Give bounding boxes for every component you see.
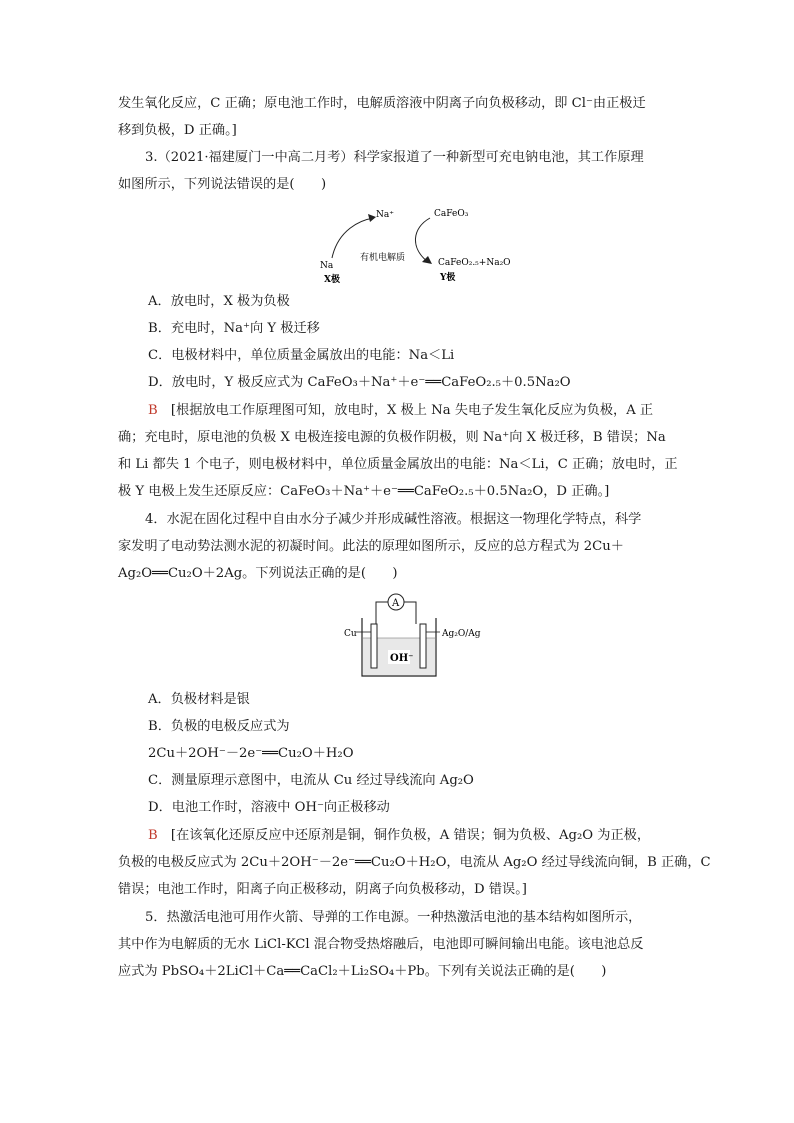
prev-explanation-line-2: 移到负极，D 正确。]: [118, 123, 237, 138]
q3-option-c: C．电极材料中，单位质量金属放出的电能：Na＜Li: [148, 348, 455, 363]
q3-figure-na: Na: [320, 261, 334, 271]
q4-figure-ammeter: A: [392, 598, 400, 609]
q3-explanation-line-3: 和 Li 都失 1 个电子，则电极材料中，单位质量金属放出的电能：Na＜Li，C 正确；放电时，正: [118, 457, 678, 472]
q4-answer-letter: B: [148, 828, 158, 843]
q3-figure-electrolyte: 有机电解质: [360, 253, 406, 263]
q3-explanation-line-2: 确；充电时，原电池的负极 X 电极连接电源的负极作阴极，则 Na⁺向 X 极迁移，B 错误；Na: [118, 430, 666, 445]
q4-option-c: C．测量原理示意图中，电流从 Cu 经过导线流向 Ag₂O: [148, 773, 474, 788]
q4-stem-line-3: Ag₂O══Cu₂O＋2Ag。下列说法正确的是( ): [118, 566, 398, 581]
q3-figure-sodium-battery: [310, 200, 520, 290]
q4-figure-oh-label: OH⁻: [390, 653, 414, 664]
q4-option-b: B．负极的电极反应式为: [148, 719, 290, 734]
q3-option-a: A．放电时，X 极为负极: [148, 294, 290, 309]
q4-answer-line: [148, 826, 650, 846]
q4-explanation-line-3: 错误；电池工作时，阳离子向正极移动，阴离子向负极移动，D 错误。]: [118, 882, 527, 897]
q4-option-d: D．电池工作时，溶液中 OH⁻向正极移动: [148, 800, 390, 815]
q3-explanation-line-1: [根据放电工作原理图可知，放电时，X 极上 Na 失电子发生氧化反应为负极，A 正: [170, 403, 654, 418]
q4-stem-line-1: 4．水泥在固化过程中自由水分子减少并形成碱性溶液。根据这一物理化学特点，科学: [145, 512, 642, 527]
q4-explanation-line-2: 负极的电极反应式为 2Cu＋2OH⁻－2e⁻══Cu₂O＋H₂O，电流从 Ag₂O 经过导线流向铜，B 正确，C: [118, 855, 711, 870]
q5-stem-line-1: 5．热激活电池可用作火箭、导弹的工作电源。一种热激活电池的基本结构如图所示，: [145, 910, 642, 925]
q4-option-b-equation: 2Cu＋2OH⁻－2e⁻══Cu₂O＋H₂O: [148, 746, 354, 761]
q3-stem-line-2: 如图所示，下列说法错误的是( ): [118, 177, 327, 192]
q4-figure-cu-label: Cu: [344, 629, 357, 639]
q4-figure-ag-label: Ag₂O/Ag: [442, 629, 481, 639]
q3-figure-cafeo3: CaFeO₃: [434, 209, 469, 219]
q3-option-b: B．充电时，Na⁺向 Y 极迁移: [148, 321, 320, 336]
q4-figure-cement-cell: [340, 590, 490, 682]
q4-option-a: A．负极材料是银: [148, 692, 250, 707]
q3-answer-letter: B: [148, 403, 158, 418]
q3-stem-line-1: 3.（2021·福建厦门一中高二月考）科学家报道了一种新型可充电钠电池，其工作原理: [145, 150, 644, 165]
q5-stem-line-2: 其中作为电解质的无水 LiCl-KCl 混合物受热熔融后，电池即可瞬间输出电能。该电池总反: [118, 937, 644, 952]
prev-explanation-line-1: 发生氧化反应，C 正确；原电池工作时，电解质溶液中阴离子向负极移动，即 Cl⁻由正极迁: [118, 96, 646, 111]
q4-stem-line-2: 家发明了电动势法测水泥的初凝时间。此法的原理如图所示，反应的总方程式为 2Cu＋: [118, 539, 624, 554]
q3-figure-x-label: X极: [324, 275, 340, 285]
q5-stem-line-3: 应式为 PbSO₄＋2LiCl＋Ca══CaCl₂＋Li₂SO₄＋Pb。下列有关说法正确的是( ): [118, 964, 607, 979]
q3-figure-na-plus: Na⁺: [376, 210, 394, 220]
q3-figure-product: CaFeO₂.₅+Na₂O: [438, 258, 511, 268]
q3-figure-y-label: Y极: [440, 273, 456, 283]
q3-explanation-line-4: 极 Y 电极上发生还原反应：CaFeO₃＋Na⁺＋e⁻══CaFeO₂.₅＋0.5Na₂O，D 正确。]: [118, 484, 610, 499]
q3-answer-line: [148, 401, 653, 421]
q3-option-d: D．放电时，Y 极反应式为 CaFeO₃＋Na⁺＋e⁻══CaFeO₂.₅＋0.5Na₂O: [148, 375, 571, 390]
q4-explanation-line-1: [在该氧化还原反应中还原剂是铜，铜作负极，A 错误；铜为负极、Ag₂O 为正极，: [170, 828, 651, 843]
